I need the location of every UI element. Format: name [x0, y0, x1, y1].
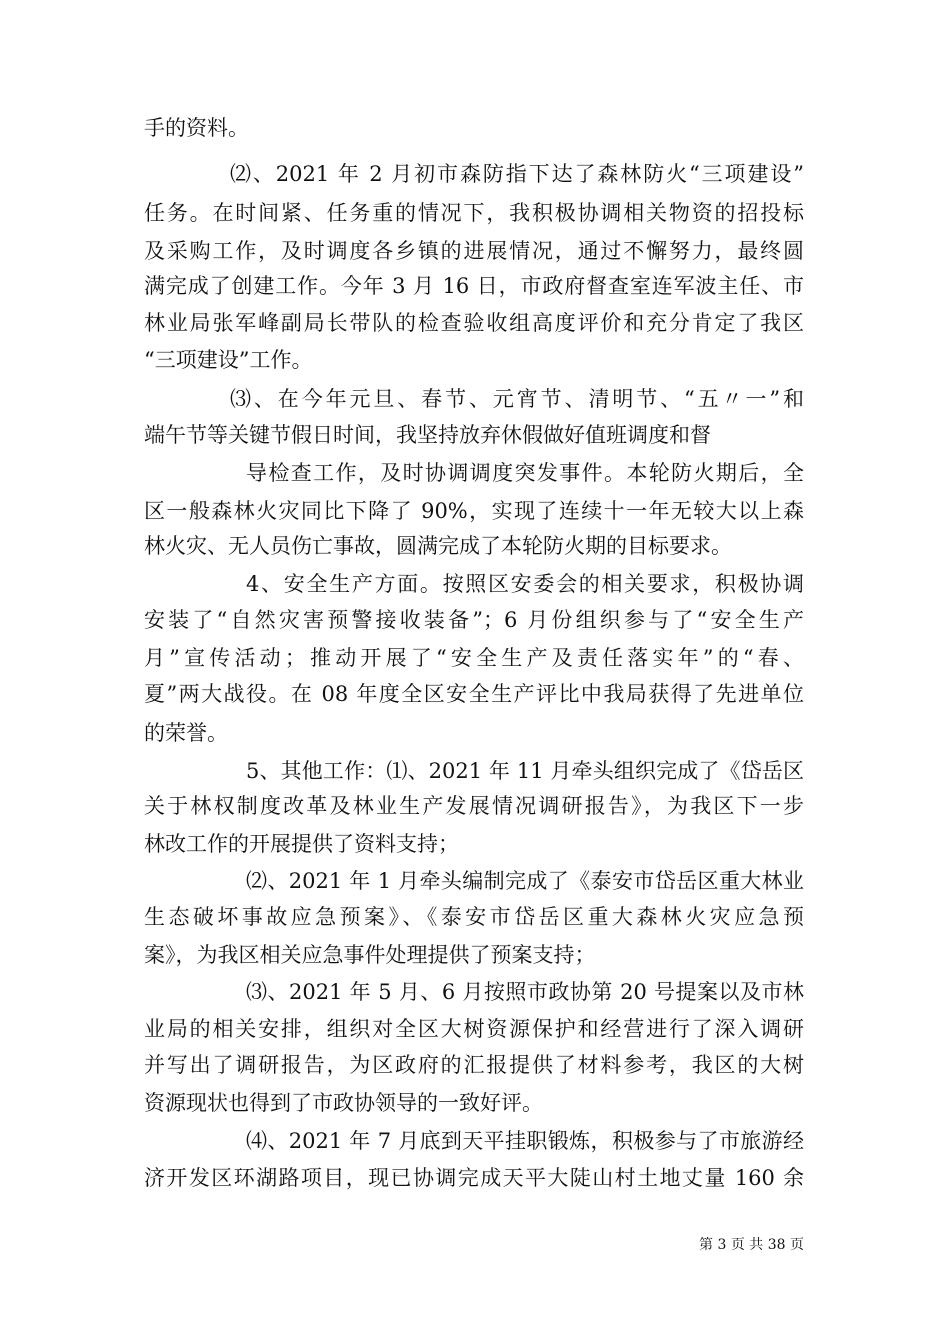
text-line: 手的资料。 — [144, 116, 249, 140]
text-line: 案》，为我区相关应急事件处理提供了预案支持； — [144, 943, 596, 967]
text-line: 及采购工作，及时调度各乡镇的进展情况，通过不懈努力，最终圆 — [144, 239, 804, 263]
text-line: ⑷、2021 年 7 月底到天平挂职锻炼，积极参与了市旅游经 — [246, 1129, 804, 1153]
text-line: 资源现状也得到了市政协领导的一致好评。 — [144, 1091, 543, 1115]
page-number: 第 3 页 共 38 页 — [699, 1237, 804, 1253]
text-line: 林改工作的开展提供了资料支持； — [144, 832, 459, 856]
text-line: 业局的相关安排，组织对全区大树资源保护和经营进行了深入调研 — [144, 1017, 804, 1041]
text-line: 端午节等关键节假日时间，我坚持放弃休假做好值班调度和督 — [144, 423, 711, 447]
text-line: 任务。在时间紧、任务重的情况下，我积极协调相关物资的招投标 — [144, 201, 804, 225]
text-line: 林火灾、无人员伤亡事故，圆满完成了本轮防火期的目标要求。 — [144, 534, 732, 558]
text-line: 区一般森林火灾同比下降了 90%，实现了连续十一年无较大以上森 — [144, 499, 804, 523]
text-line: 济开发区环湖路项目，现已协调完成天平大陡山村土地丈量 160 余 — [144, 1166, 804, 1190]
text-line: 月”宣传活动；推动开展了“安全生产及责任落实年”的“春、 — [144, 646, 804, 670]
text-line: 林业局张军峰副局长带队的检查验收组高度评价和充分肯定了我区 — [144, 311, 804, 335]
text-line: 关于林权制度改革及林业生产发展情况调研报告》，为我区下一步 — [144, 794, 804, 818]
text-line: 5、其他工作：⑴、2021 年 11 月牵头组织完成了《岱岳区 — [246, 759, 804, 783]
text-line: ⑵、2021 年 2 月初市森防指下达了森林防火“三项建设” — [230, 162, 804, 186]
text-line: ⑶、在今年元旦、春节、元宵节、清明节、“五〃一”和 — [230, 387, 804, 411]
text-line: 并写出了调研报告，为区政府的汇报提供了材料参考，我区的大树 — [144, 1053, 804, 1077]
text-line: 导检查工作，及时协调调度突发事件。本轮防火期后，全 — [246, 461, 804, 485]
text-line: 的荣誉。 — [144, 721, 228, 745]
text-line: ⑵、2021 年 1 月牵头编制完成了《泰安市岱岳区重大林业 — [246, 869, 804, 893]
text-line: ⑶、2021 年 5 月、6 月按照市政协第 20 号提案以及市林 — [246, 980, 804, 1004]
text-line: “三项建设”工作。 — [144, 348, 313, 372]
text-line: 安装了“自然灾害预警接收装备”；6 月份组织参与了“安全生产 — [144, 608, 804, 632]
text-line: 满完成了创建工作。今年 3 月 16 日，市政府督查室连军波主任、市 — [144, 274, 804, 298]
text-line: 夏”两大战役。在 08 年度全区安全生产评比中我局获得了先进单位 — [144, 682, 804, 706]
text-line: 4、安全生产方面。按照区安委会的相关要求，积极协调 — [246, 572, 804, 596]
text-line: 生态破坏事故应急预案》、《泰安市岱岳区重大森林火灾应急预 — [144, 905, 804, 929]
